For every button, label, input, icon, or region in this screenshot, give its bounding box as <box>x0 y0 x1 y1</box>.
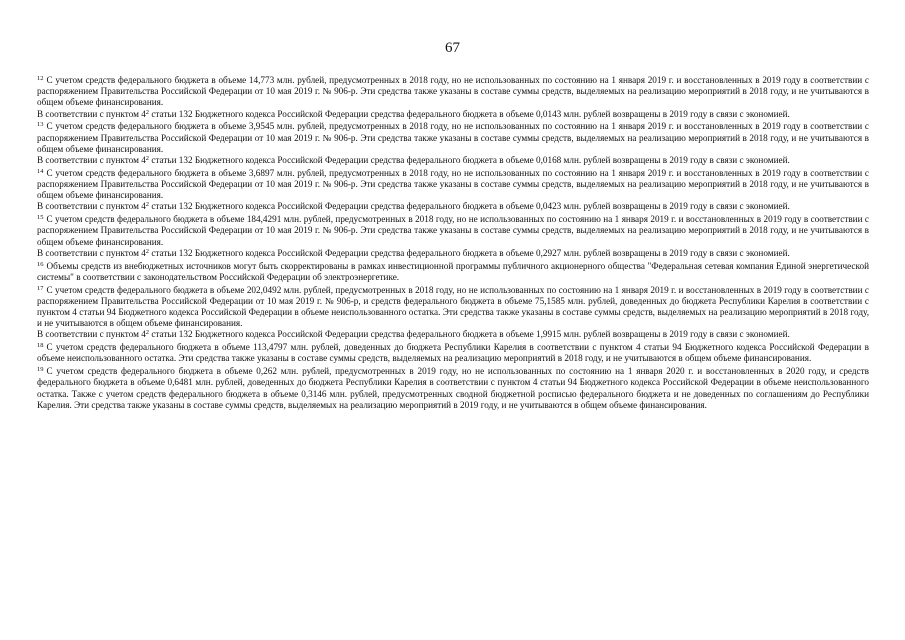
footnote <box>37 121 869 166</box>
page-number: 67 <box>445 40 460 56</box>
footnote-text: статьи 132 Бюджетного кодекса Российской Федерации средства федерального бюджета в объеме 0,0168 млн. рублей возвращены в 2019 году в связи с экономией. <box>149 155 790 166</box>
footnote-text: статьи 132 Бюджетного кодекса Российской Федерации средства федерального бюджета в объеме 0,0423 млн. рублей возвращены в 2019 году в связи с экономией. <box>149 201 790 212</box>
footnote-text: С учетом средств федерального бюджета в объеме 184,4291 млн. рублей, предусмотренных в 2018 году, но не использованных по состоянию на 1 января 2019 г. и восстановленных в 2019 году в соответствии с распоряжением Правительства Российской Федерации от 10 мая 2019 г. № 906-р. Эти средства также указаны в составе суммы средств, выделяемых на реализацию мероприятий в 2018 году, и не учитываются в общем объеме финансирования. <box>37 214 869 247</box>
footnote-text: В соответствии с пунктом 4 <box>37 108 146 119</box>
footnote-text: С учетом средств федерального бюджета в объеме 14,773 млн. рублей, предусмотренных в 2018 году, но не использованных по состоянию на 1 января 2019 г. и восстановленных в 2019 году в соответствии с распоряжением Правительства Российской Федерации от 10 мая 2019 г. № 906-р. Эти средства также указаны в составе суммы средств, выделяемых на реализацию мероприятий в 2018 году, и не учитываются в общем объеме финансирования. <box>37 75 869 108</box>
footnote-paragraph <box>37 329 869 340</box>
footnote-number: 14 <box>37 167 44 175</box>
footnote-text: Объемы средств из внебюджетных источников могут быть скорректированы в рамках инвестиционной программы публичного акционерного общества "Федеральная сетевая компания Единой энергетической системы" в соответствии с законодательством Российской Федерации об электроэнергетике. <box>37 260 869 282</box>
footnote-paragraph <box>37 261 869 283</box>
footnote-text: С учетом средств федерального бюджета в объеме 113,4797 млн. рублей, доведенных до бюджета Республики Карелия в соответствии с пунктом 4 статьи 94 Бюджетного кодекса Российской Федерации в объеме неиспользованного остатка. Эти средства также указаны в составе суммы средств, выделяемых на реализацию мероприятий в 2018 году, и не учитываются в общем объеме финансирования. <box>37 342 869 364</box>
footnote-paragraph <box>37 248 869 259</box>
footnote-number: 16 <box>37 260 44 268</box>
footnote-paragraph <box>37 75 869 109</box>
footnote <box>37 285 869 341</box>
footnote-number: 17 <box>37 284 44 292</box>
superscript-marker: 2 <box>145 247 150 255</box>
footnote-paragraph <box>37 201 869 212</box>
footnote-text: В соответствии с пунктом 4 <box>37 201 146 212</box>
footnote-paragraph <box>37 168 869 202</box>
footnote-paragraph <box>37 342 869 364</box>
footnote-number: 15 <box>37 214 44 222</box>
footnote-number: 19 <box>37 366 44 374</box>
footnote-paragraph <box>37 155 869 166</box>
footnote-number: 18 <box>37 342 44 350</box>
footnote-text: статьи 132 Бюджетного кодекса Российской Федерации средства федерального бюджета в объеме 0,2927 млн. рублей возвращены в 2019 году в связи с экономией. <box>149 247 790 258</box>
footnote-text: С учетом средств федерального бюджета в объеме 3,9545 млн. рублей, предусмотренных в 2018 году, но не использованных по состоянию на 1 января 2019 г. и восстановленных в 2019 году в соответствии с распоряжением Правительства Российской Федерации от 10 мая 2019 г. № 906-р. Эти средства также указаны в составе суммы средств, выделяемых на реализацию мероприятий в 2018 году, и не учитываются в общем объеме финансирования. <box>37 121 869 154</box>
superscript-marker: 2 <box>145 155 150 163</box>
superscript-marker: 2 <box>145 201 150 209</box>
superscript-marker: 2 <box>145 329 150 337</box>
footnote-number: 13 <box>37 121 44 129</box>
footnote-text: статьи 132 Бюджетного кодекса Российской Федерации средства федерального бюджета в объеме 0,0143 млн. рублей возвращены в 2019 году в связи с экономией. <box>149 108 790 119</box>
footnote-paragraph <box>37 121 869 155</box>
footnote-text: С учетом средств федерального бюджета в объеме 3,6897 млн. рублей, предусмотренных в 2018 году, но не использованных по состоянию на 1 января 2019 г. и восстановленных в 2019 году в соответствии с распоряжением Правительства Российской Федерации от 10 мая 2019 г. № 906-р. Эти средства также указаны в составе суммы средств, выделяемых на реализацию мероприятий в 2018 году, и не учитываются в общем объеме финансирования. <box>37 167 869 201</box>
superscript-marker: 2 <box>145 108 150 116</box>
footnote <box>37 75 869 120</box>
footnote-text: В соответствии с пунктом 4 <box>37 155 146 166</box>
footnote <box>37 214 869 259</box>
footnote <box>37 168 869 213</box>
footnote-text: С учетом средств федерального бюджета в объеме 202,0492 млн. рублей, предусмотренных в 2018 году, но не использованных по состоянию на 1 января 2019 г. и восстановленных в 2019 году в соответствии с распоряжением Правительства Российской Федерации от 10 мая 2019 г. № 906-р, и средств федерального бюджета в объеме 75,1585 млн. рублей, доведенных до бюджета Республики Карелия в соответствии с пунктом 4 статьи 94 Бюджетного кодекса Российской Федерации в объеме неиспользованного остатка. Эти средства также указаны в составе суммы средств, выделяемых на реализацию мероприятий в 2018 году, и не учитываются в общем объеме финансирования. <box>37 284 869 329</box>
footnote-text: В соответствии с пунктом 4 <box>37 247 146 258</box>
footnote-text: С учетом средств федерального бюджета в объеме 0,262 млн. рублей, предусмотренных в 2019 году, но не использованных по состоянию на 1 января 2020 г. и восстановленных в 2020 году, и средств федерального бюджета в объеме 0,6481 млн. рублей, доведенных до бюджета Республики Карелия в соответствии с пунктом 4 статьи 94 Бюджетного кодекса Российской Федерации в объеме неиспользованного остатка. Также с учетом средств федерального бюджета в объеме 0,3146 млн. рублей, предусмотренных сводной бюджетной росписью федерального бюджета и не доведенных по соглашениям до Республики Карелия. Эти средства также указаны в составе суммы средств, выделяемых на реализацию мероприятий в 2019 году, и не учитываются в общем объеме финансирования. <box>37 366 869 410</box>
footnote-paragraph <box>37 214 869 248</box>
footnotes-block <box>37 75 869 413</box>
footnote-paragraph <box>37 366 869 411</box>
footnote-text: статьи 132 Бюджетного кодекса Российской Федерации средства федерального бюджета в объеме 1,9915 млн. рублей возвращены в 2019 году в связи с экономией. <box>149 329 790 340</box>
footnote-text: В соответствии с пунктом 4 <box>37 329 146 340</box>
footnote <box>37 261 869 283</box>
footnote-number: 12 <box>37 75 44 82</box>
footnote-paragraph <box>37 109 869 120</box>
footnote-paragraph <box>37 285 869 330</box>
footnote <box>37 366 869 411</box>
footnote <box>37 342 869 364</box>
